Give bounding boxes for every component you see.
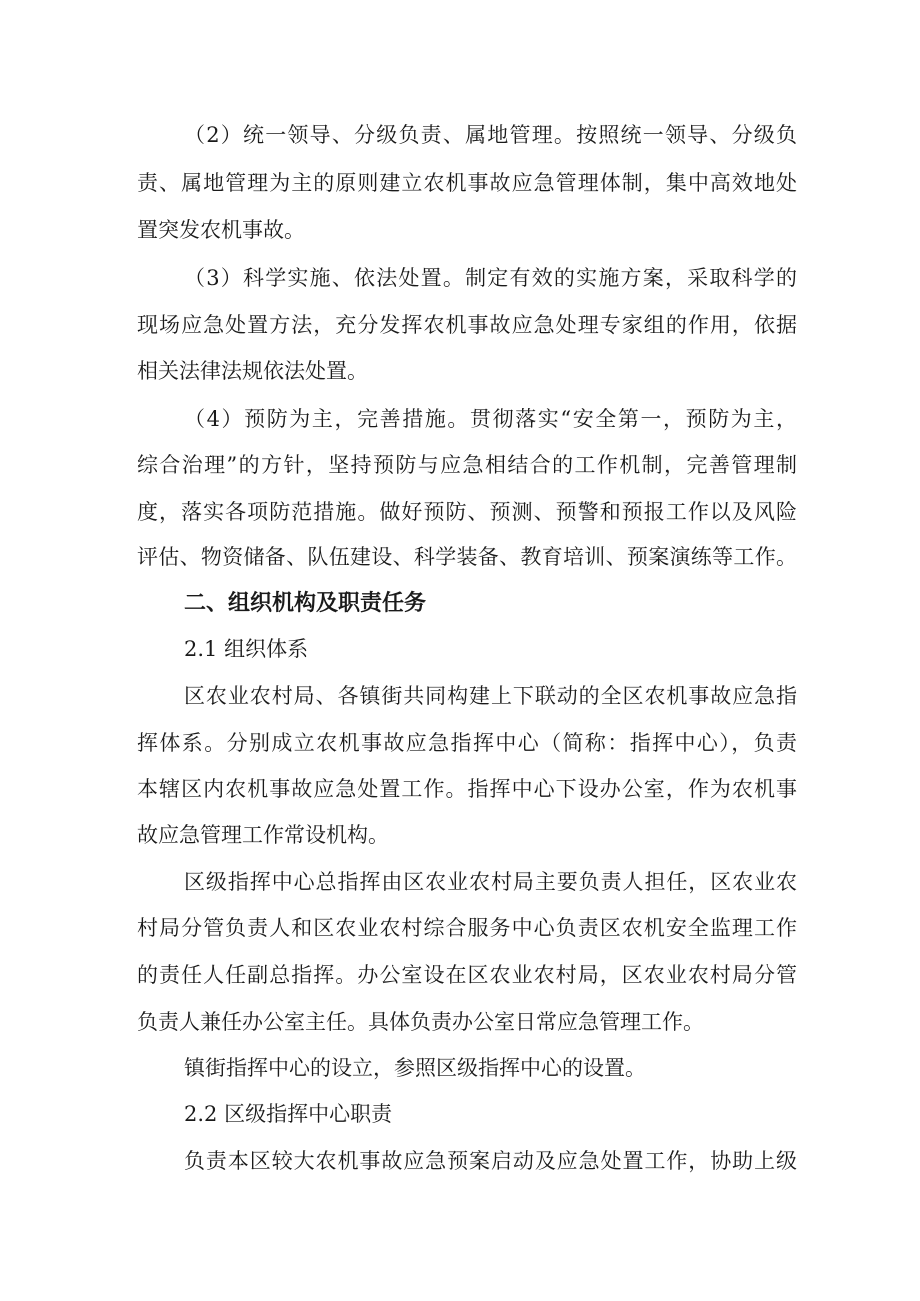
paragraph-6-line-4: 负责人兼任办公室主任。具体负责办公室日常应急管理工作。 (137, 1010, 704, 1034)
paragraph-6-line-2: 村局分管负责人和区农业农村综合服务中心负责区农机安全监理工作 (137, 916, 797, 940)
subsection-2-1-title: 2.1 组织体系 (184, 637, 309, 661)
paragraph-5-line-2: 挥体系。分别成立农机事故应急指挥中心（简称：指挥中心），负责 (137, 731, 797, 755)
paragraph-5-line-4: 故应急管理工作常设机构。 (137, 823, 389, 847)
paragraph-2-line-1: （2）统一领导、分级负责、属地管理。按照统一领导、分级负 (184, 123, 797, 147)
paragraph-2-line-2: 责、属地管理为主的原则建立农机事故应急管理体制，集中高效地处 (137, 171, 797, 195)
paragraph-8-line-1: 负责本区较大农机事故应急预案启动及应急处置工作，协助上级 (184, 1149, 797, 1173)
paragraph-5-line-3: 本辖区内农机事故应急处置工作。指挥中心下设办公室，作为农机事 (137, 777, 797, 801)
paragraph-3-line-3: 相关法律法规依法处置。 (137, 359, 368, 383)
paragraph-4-line-1: （4）预防为主，完善措施。贯彻落实“安全第一，预防为主， (184, 407, 797, 431)
paragraph-7-line-1: 镇街指挥中心的设立，参照区级指挥中心的设置。 (184, 1056, 646, 1080)
paragraph-4-line-3: 度，落实各项防范措施。做好预防、预测、预警和预报工作以及风险 (137, 500, 797, 524)
paragraph-2-line-3: 置突发农机事故。 (137, 218, 305, 242)
subsection-2-2-title: 2.2 区级指挥中心职责 (184, 1102, 393, 1126)
paragraph-3-line-1: （3）科学实施、依法处置。制定有效的实施方案，采取科学的 (184, 266, 797, 290)
paragraph-6-line-3: 的责任人任副总指挥。办公室设在区农业农村局，区农业农村局分管 (137, 963, 797, 987)
paragraph-6-line-1: 区级指挥中心总指挥由区农业农村局主要负责人担任，区农业农 (184, 870, 797, 894)
paragraph-5-line-1: 区农业农村局、各镇街共同构建上下联动的全区农机事故应急指 (184, 684, 797, 708)
paragraph-4-line-2: 综合治理”的方针，坚持预防与应急相结合的工作机制，完善管理制 (137, 453, 797, 477)
section-title: 二、组织机构及职责任务 (184, 591, 427, 616)
paragraph-3-line-2: 现场应急处置方法，充分发挥农机事故应急处理专家组的作用，依据 (137, 313, 797, 337)
paragraph-4-line-4: 评估、物资储备、队伍建设、科学装备、教育培训、预案演练等工作。 (137, 545, 797, 569)
